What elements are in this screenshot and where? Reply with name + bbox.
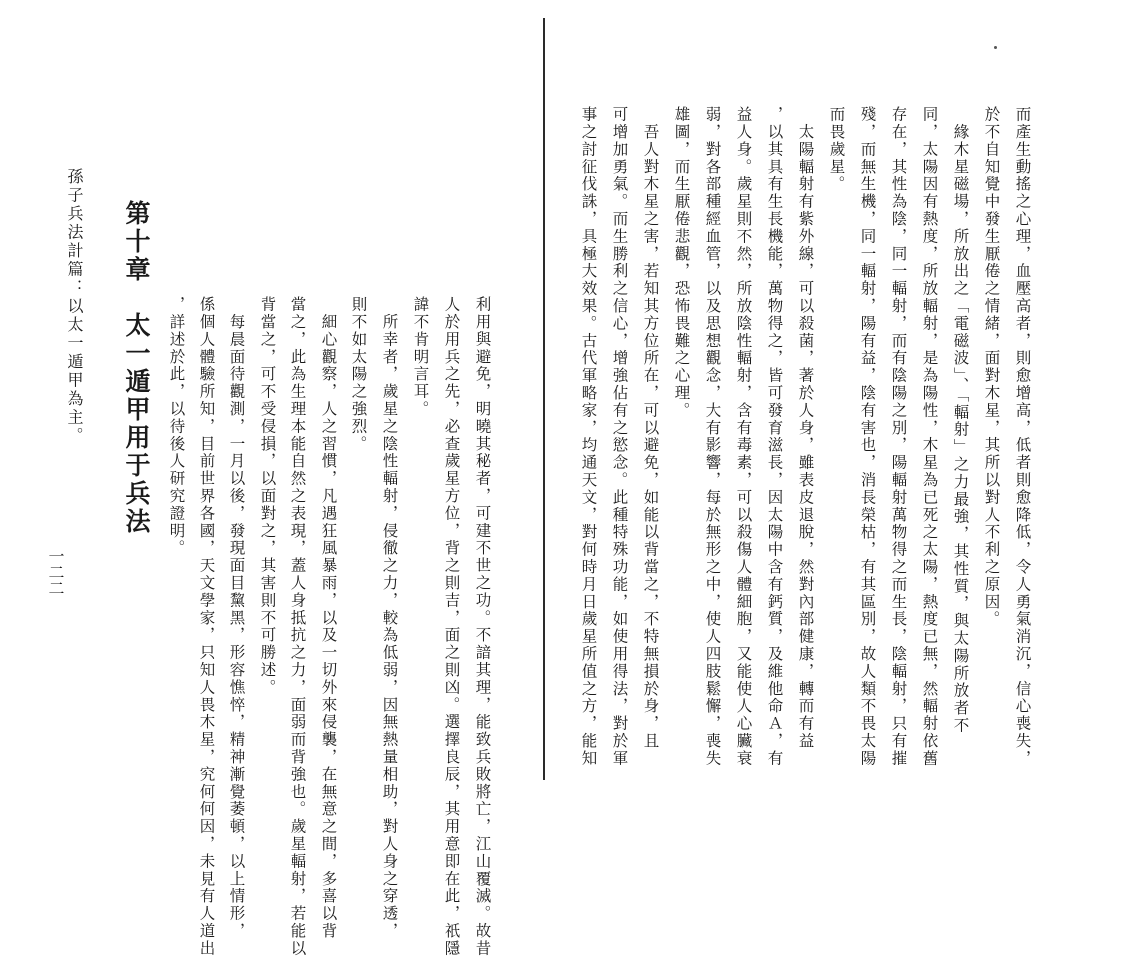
right-text-column-13: 吾人對木星之害，若知其方位所在，可以避免，如能以背當之，不特無損於身，且 <box>641 106 660 750</box>
right-text-column-7: 而畏歲星。 <box>827 106 846 193</box>
scan-speck <box>994 46 997 49</box>
right-text-column-3: 緣木星磁場，所放出之「電磁波」、「輻射」之力最強，其性質，與太陽所放者不 <box>951 106 970 735</box>
page-gutter-line <box>543 18 545 780</box>
right-text-column-11: 弱，對各部種經血管，以及思想觀念，大有影響，每於無形之中，使人四肢鬆懈，喪失 <box>703 106 722 768</box>
right-text-column-14: 可增加勇氣。而生勝利之信心，增強佔有之慾念。此種特殊功能，如使用得法，對於軍 <box>610 106 629 768</box>
chapter-subtitle: 孫子兵法計篇：以太一遁甲為主。 <box>65 168 84 446</box>
page-number: 一二二 <box>46 548 65 596</box>
chapter-title: 第十章 太一遁甲用于兵法 <box>122 200 151 536</box>
left-text-column-8: 背當之，可不受侵損，以面對之，其害則不可勝述。 <box>258 296 277 697</box>
right-page <box>546 0 1121 791</box>
left-text-column-7: 當之，此為生理本能自然之表現，蓋人身抵抗之力，面弱而背強也。歲星輻射，若能以 <box>288 296 307 957</box>
right-text-column-12: 雄圖，而生厭倦悲觀，恐怖畏難之心理。 <box>672 106 691 420</box>
left-text-column-2: 人於用兵之先，必查歲星方位，背之則吉，面之則凶。選擇良辰，其用意即在此，祇隱 <box>442 296 461 957</box>
left-text-column-9: 每晨面待觀測，一月以後，發現面目黧黑，形容憔悴，精神漸覺萎頓，以上情形， <box>227 296 246 940</box>
right-text-column-4: 同，太陽因有熱度，所放輻射，是為陽性，木星為已死之太陽，熱度已無，然輻射依舊 <box>920 106 939 768</box>
left-text-column-11: ，詳述於此，以待後人研究證明。 <box>167 296 186 557</box>
left-text-column-5: 則不如太陽之強烈。 <box>349 296 368 453</box>
right-text-column-1: 而產生動搖之心理，血壓高者，則愈增高，低者則愈降低，令人勇氣消沉，信心喪失， <box>1013 106 1032 768</box>
left-page <box>0 0 545 957</box>
right-text-column-15: 事之討征伐誅，具極大效果。古代軍略家，均通天文，對何時月日歲星所值之方，能知 <box>579 106 598 768</box>
left-text-column-10: 係個人體驗所知，目前世界各國，天文學家，只知人畏木星，究何何因，未見有人道出 <box>197 296 216 957</box>
right-text-column-8: 太陽輻射有紫外線，可以殺菌，著於人身，雖表皮退脫，然對內部健康，轉而有益 <box>796 106 815 750</box>
left-text-column-1: 利用與避免，明曉其秘者，可建不世之功。不諳其理，能致兵敗將亡，江山覆滅。故昔 <box>473 296 492 957</box>
right-text-column-9: ，以其具有生長機能，萬物得之，皆可發育滋長，因太陽中含有鈣質，及維他命Ａ，有 <box>765 106 784 768</box>
right-text-column-2: 於不自知覺中發生厭倦之情緒，面對木星，其所以對人不利之原因。 <box>982 106 1001 628</box>
right-text-column-5: 存在，其性為陰，同一輻射，而有陰陽之別，陽輻射萬物得之而生長，陰輻射，只有摧 <box>889 106 908 768</box>
left-text-column-4: 所幸者，歲星之陰性輻射，侵徹之力，較為低弱，因無熱量相助，對人身之穿透， <box>380 296 399 940</box>
left-text-column-3: 諱不肯明言耳。 <box>411 296 430 418</box>
left-text-column-6: 細心觀察，人之習慣，凡遇狂風暴雨，以及一切外來侵襲，在無意之間，多喜以背 <box>319 296 338 940</box>
right-text-column-6: 殘，而無生機，同一輻射，陽有益，陰有害也，消長榮枯，有其區別，故人類不畏太陽 <box>858 106 877 768</box>
right-text-column-10: 益人身。歲星則不然，所放陰性輻射，含有毒素，可以殺傷人體細胞，又能使人心臟衰 <box>734 106 753 768</box>
